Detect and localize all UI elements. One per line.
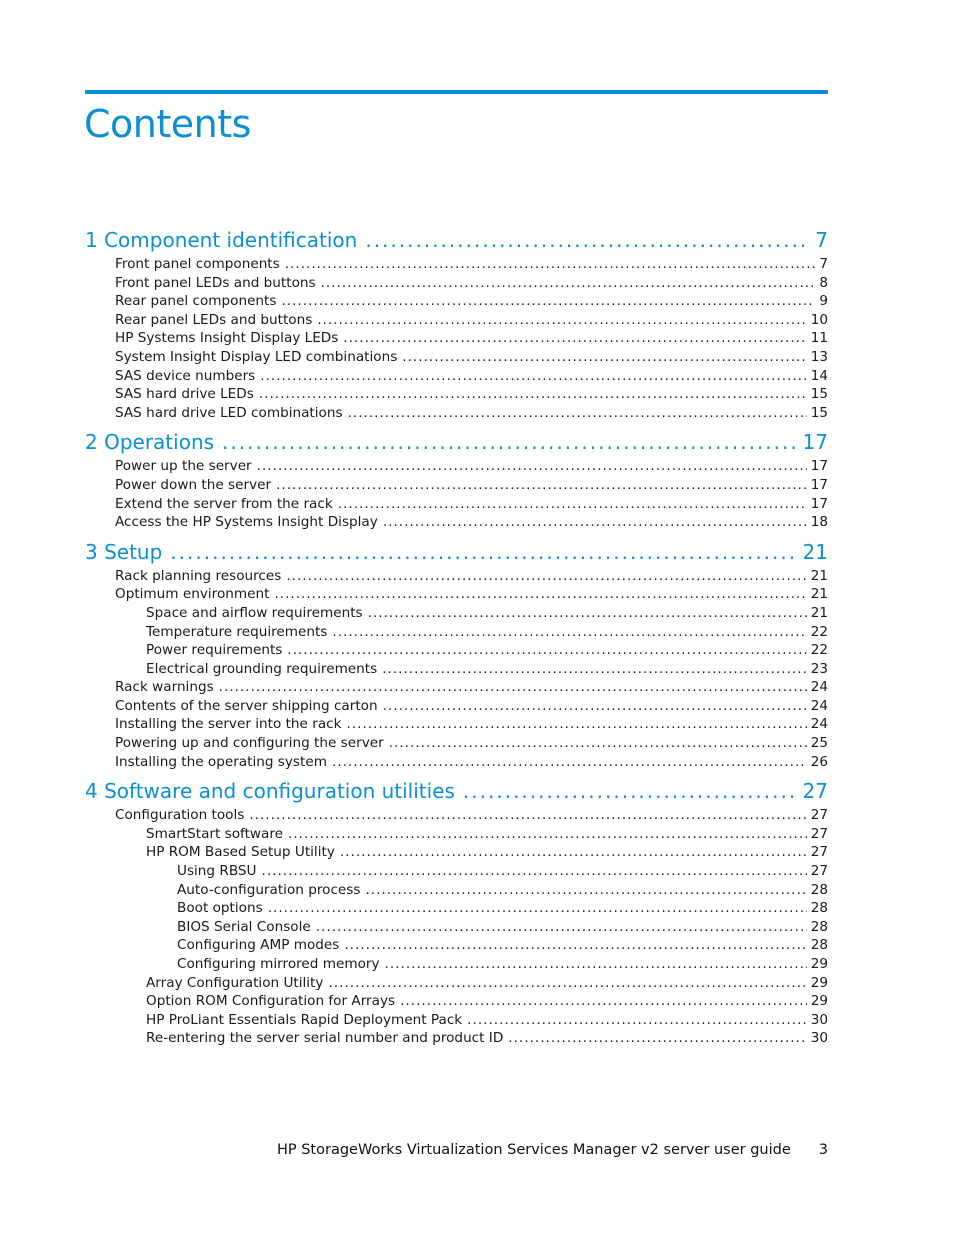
toc-entry[interactable]: [85, 604, 828, 623]
toc-entry-label: Option ROM Configuration for Arrays: [146, 993, 396, 1010]
toc-page-number: 27: [810, 863, 828, 880]
toc-entry[interactable]: [85, 881, 828, 900]
toc-entry[interactable]: [85, 404, 828, 423]
toc-entry[interactable]: [85, 825, 828, 844]
toc-page-number: 14: [810, 367, 828, 384]
toc-entry[interactable]: [85, 585, 828, 604]
toc-entry[interactable]: [85, 495, 828, 514]
toc-entry[interactable]: [85, 567, 828, 586]
toc-entry[interactable]: [85, 641, 828, 660]
toc-entry-label: Auto-configuration process: [177, 881, 361, 898]
dot-leader: [332, 623, 806, 642]
dot-leader: [365, 881, 806, 900]
toc-chapter[interactable]: [85, 776, 828, 806]
toc-entry-label: Configuring mirrored memory: [177, 956, 380, 972]
toc-entry[interactable]: [85, 715, 828, 734]
dot-leader: [332, 753, 807, 772]
toc-entry[interactable]: [85, 348, 828, 367]
toc-page-number: 10: [810, 311, 828, 328]
toc-entry[interactable]: [85, 806, 828, 825]
toc-entry[interactable]: [85, 899, 828, 918]
toc-entry-label: Access the HP Systems Insight Display: [115, 514, 378, 531]
toc-page-number: 21: [810, 567, 828, 584]
toc-entry[interactable]: [85, 862, 828, 881]
toc-entry-label: 2 Operations: [85, 430, 215, 455]
toc-chapter[interactable]: [85, 537, 828, 567]
toc-entry[interactable]: [85, 311, 828, 330]
toc-page-number: 11: [810, 330, 828, 347]
dot-leader: [274, 585, 806, 604]
dot-leader: [340, 843, 807, 862]
toc-page-number: 22: [810, 623, 828, 640]
toc-entry-label: Extend the server from the rack: [115, 495, 333, 512]
toc-entry-label: Configuring AMP modes: [177, 937, 340, 954]
toc-page-number: 24: [810, 716, 828, 733]
toc-page-number: 27: [810, 844, 828, 861]
toc-page-number: 26: [810, 753, 828, 770]
toc-entry-label: Optimum environment: [115, 586, 270, 603]
toc-entry[interactable]: [85, 292, 828, 311]
dot-leader: [287, 641, 806, 660]
toc-entry-label: 4 Software and configuration utilities: [85, 779, 455, 804]
toc-page-number: 7: [819, 256, 828, 272]
toc-entry-label: Power down the server: [115, 476, 272, 493]
toc-entry-label: SAS hard drive LEDs: [115, 386, 254, 403]
toc-entry-label: Space and airflow requirements: [146, 604, 363, 621]
toc-entry[interactable]: [85, 936, 828, 955]
dot-leader: [262, 862, 807, 881]
toc-entry-label: Front panel LEDs and buttons: [115, 274, 316, 291]
toc-entry-label: Temperature requirements: [146, 623, 328, 640]
toc-entry-label: Rack planning resources: [115, 567, 282, 584]
toc-entry[interactable]: [85, 274, 828, 293]
toc-page-number: 30: [810, 1030, 828, 1047]
dot-leader: [385, 955, 807, 974]
toc-page-number: 28: [810, 937, 828, 954]
table-of-contents: [85, 225, 828, 1048]
toc-page-number: 17: [810, 476, 828, 493]
toc-entry-label: System Insight Display LED combinations: [115, 348, 398, 365]
toc-entry-label: Array Configuration Utility: [146, 974, 324, 991]
dot-leader: [338, 495, 807, 514]
dot-leader: [383, 697, 807, 716]
dot-leader: [317, 311, 806, 330]
footer-page-number: 3: [818, 1142, 828, 1158]
dot-leader: [463, 776, 797, 806]
dot-leader: [389, 734, 807, 753]
toc-entry[interactable]: [85, 974, 828, 993]
toc-page-number: 23: [810, 660, 828, 677]
toc-chapter[interactable]: [85, 225, 828, 255]
toc-entry-label: Re-entering the server serial number and product ID: [146, 1030, 504, 1047]
toc-page-number: 24: [810, 697, 828, 714]
toc-entry-label: BIOS Serial Console: [177, 918, 311, 935]
toc-entry-label: Rear panel components: [115, 293, 277, 310]
toc-page-number: 24: [810, 679, 828, 696]
dot-leader: [257, 457, 807, 476]
dot-leader: [328, 974, 806, 993]
dot-leader: [288, 825, 807, 844]
toc-page-number: 28: [810, 900, 828, 917]
toc-page-number: 9: [819, 293, 828, 310]
toc-page-number: 29: [810, 974, 828, 991]
dot-leader: [249, 806, 806, 825]
header-rule: [85, 90, 828, 94]
toc-entry[interactable]: [85, 476, 828, 495]
toc-page-number: 27: [810, 825, 828, 842]
dot-leader: [368, 604, 807, 623]
dot-leader: [259, 385, 807, 404]
page-footer: [0, 1142, 828, 1158]
dot-leader: [348, 404, 807, 423]
toc-page-number: 27: [802, 779, 828, 804]
toc-entry[interactable]: [85, 623, 828, 642]
toc-page-number: 28: [810, 918, 828, 935]
toc-entry-label: HP ROM Based Setup Utility: [146, 844, 335, 861]
toc-entry-label: Configuration tools: [115, 807, 245, 824]
toc-entry-label: HP Systems Insight Display LEDs: [115, 330, 339, 347]
toc-entry-label: Powering up and configuring the server: [115, 735, 384, 752]
toc-page-number: 13: [810, 348, 828, 365]
dot-leader: [467, 1011, 807, 1030]
dot-leader: [260, 367, 806, 386]
toc-entry[interactable]: [85, 697, 828, 716]
toc-page-number: 7: [815, 228, 828, 252]
footer-guide-title: HP StorageWorks Virtualization Services Manager v2 server user guide: [276, 1142, 791, 1158]
toc-entry-label: Front panel components: [115, 256, 280, 272]
toc-entry[interactable]: [85, 1011, 828, 1030]
dot-leader: [321, 274, 816, 293]
dot-leader: [382, 660, 806, 679]
toc-chapter[interactable]: [85, 427, 828, 457]
dot-leader: [365, 225, 809, 255]
toc-page-number: 21: [810, 586, 828, 603]
toc-entry-label: Boot options: [177, 900, 263, 917]
toc-entry[interactable]: [85, 457, 828, 476]
dot-leader: [286, 567, 806, 586]
dot-leader: [281, 292, 815, 311]
dot-leader: [219, 678, 807, 697]
toc-entry[interactable]: [85, 955, 828, 974]
dot-leader: [400, 992, 807, 1011]
dot-leader: [276, 476, 807, 495]
toc-page-number: 22: [810, 642, 828, 659]
toc-entry[interactable]: [85, 734, 828, 753]
toc-page-number: 27: [810, 807, 828, 824]
toc-page-number: 15: [810, 386, 828, 403]
toc-page-number: 8: [819, 274, 828, 291]
dot-leader: [508, 1029, 806, 1048]
dot-leader: [316, 918, 807, 937]
toc-entry[interactable]: [85, 1029, 828, 1048]
toc-entry[interactable]: [85, 329, 828, 348]
toc-entry[interactable]: [85, 918, 828, 937]
dot-leader: [222, 427, 797, 457]
dot-leader: [347, 715, 807, 734]
toc-page-number: 18: [810, 514, 828, 531]
toc-entry-label: Rear panel LEDs and buttons: [115, 311, 313, 328]
toc-entry[interactable]: [85, 992, 828, 1011]
toc-entry[interactable]: [85, 255, 828, 274]
dot-leader: [170, 537, 796, 567]
dot-leader: [268, 899, 807, 918]
toc-page-number: 17: [810, 495, 828, 512]
toc-entry-label: Contents of the server shipping carton: [115, 697, 378, 714]
dot-leader: [402, 348, 806, 367]
toc-entry[interactable]: [85, 843, 828, 862]
toc-page-number: 17: [802, 430, 828, 455]
toc-entry[interactable]: [85, 385, 828, 404]
toc-entry-label: Installing the server into the rack: [115, 716, 342, 733]
dot-leader: [344, 936, 806, 955]
toc-page-number: 21: [802, 539, 828, 564]
toc-page-number: 28: [810, 881, 828, 898]
toc-entry[interactable]: [85, 513, 828, 532]
toc-entry[interactable]: [85, 753, 828, 772]
toc-page-number: 29: [810, 993, 828, 1010]
toc-entry[interactable]: [85, 678, 828, 697]
toc-entry-label: SAS device numbers: [115, 367, 256, 384]
toc-entry-label: Power requirements: [146, 642, 283, 659]
dot-leader: [285, 255, 816, 274]
toc-page-number: 30: [810, 1011, 828, 1028]
toc-page-number: 25: [810, 735, 828, 752]
dot-leader: [383, 513, 807, 532]
page-title: Contents: [84, 102, 251, 146]
toc-entry[interactable]: [85, 367, 828, 386]
toc-page-number: 29: [810, 956, 828, 972]
toc-entry-label: Power up the server: [115, 458, 252, 475]
toc-entry-label: Electrical grounding requirements: [146, 660, 378, 677]
toc-entry-label: SAS hard drive LED combinations: [115, 404, 343, 421]
toc-entry[interactable]: [85, 660, 828, 679]
toc-entry-label: Rack warnings: [115, 679, 214, 696]
toc-page-number: 17: [810, 458, 828, 475]
dot-leader: [343, 329, 806, 348]
toc-entry-label: 3 Setup: [85, 539, 163, 564]
toc-entry-label: Installing the operating system: [115, 753, 327, 770]
toc-entry-label: Using RBSU: [177, 863, 257, 880]
toc-entry-label: HP ProLiant Essentials Rapid Deployment Pack: [146, 1011, 463, 1028]
toc-entry-label: 1 Component identification: [85, 228, 358, 252]
toc-page-number: 15: [810, 404, 828, 421]
toc-entry-label: SmartStart software: [146, 825, 284, 842]
toc-page-number: 21: [810, 604, 828, 621]
